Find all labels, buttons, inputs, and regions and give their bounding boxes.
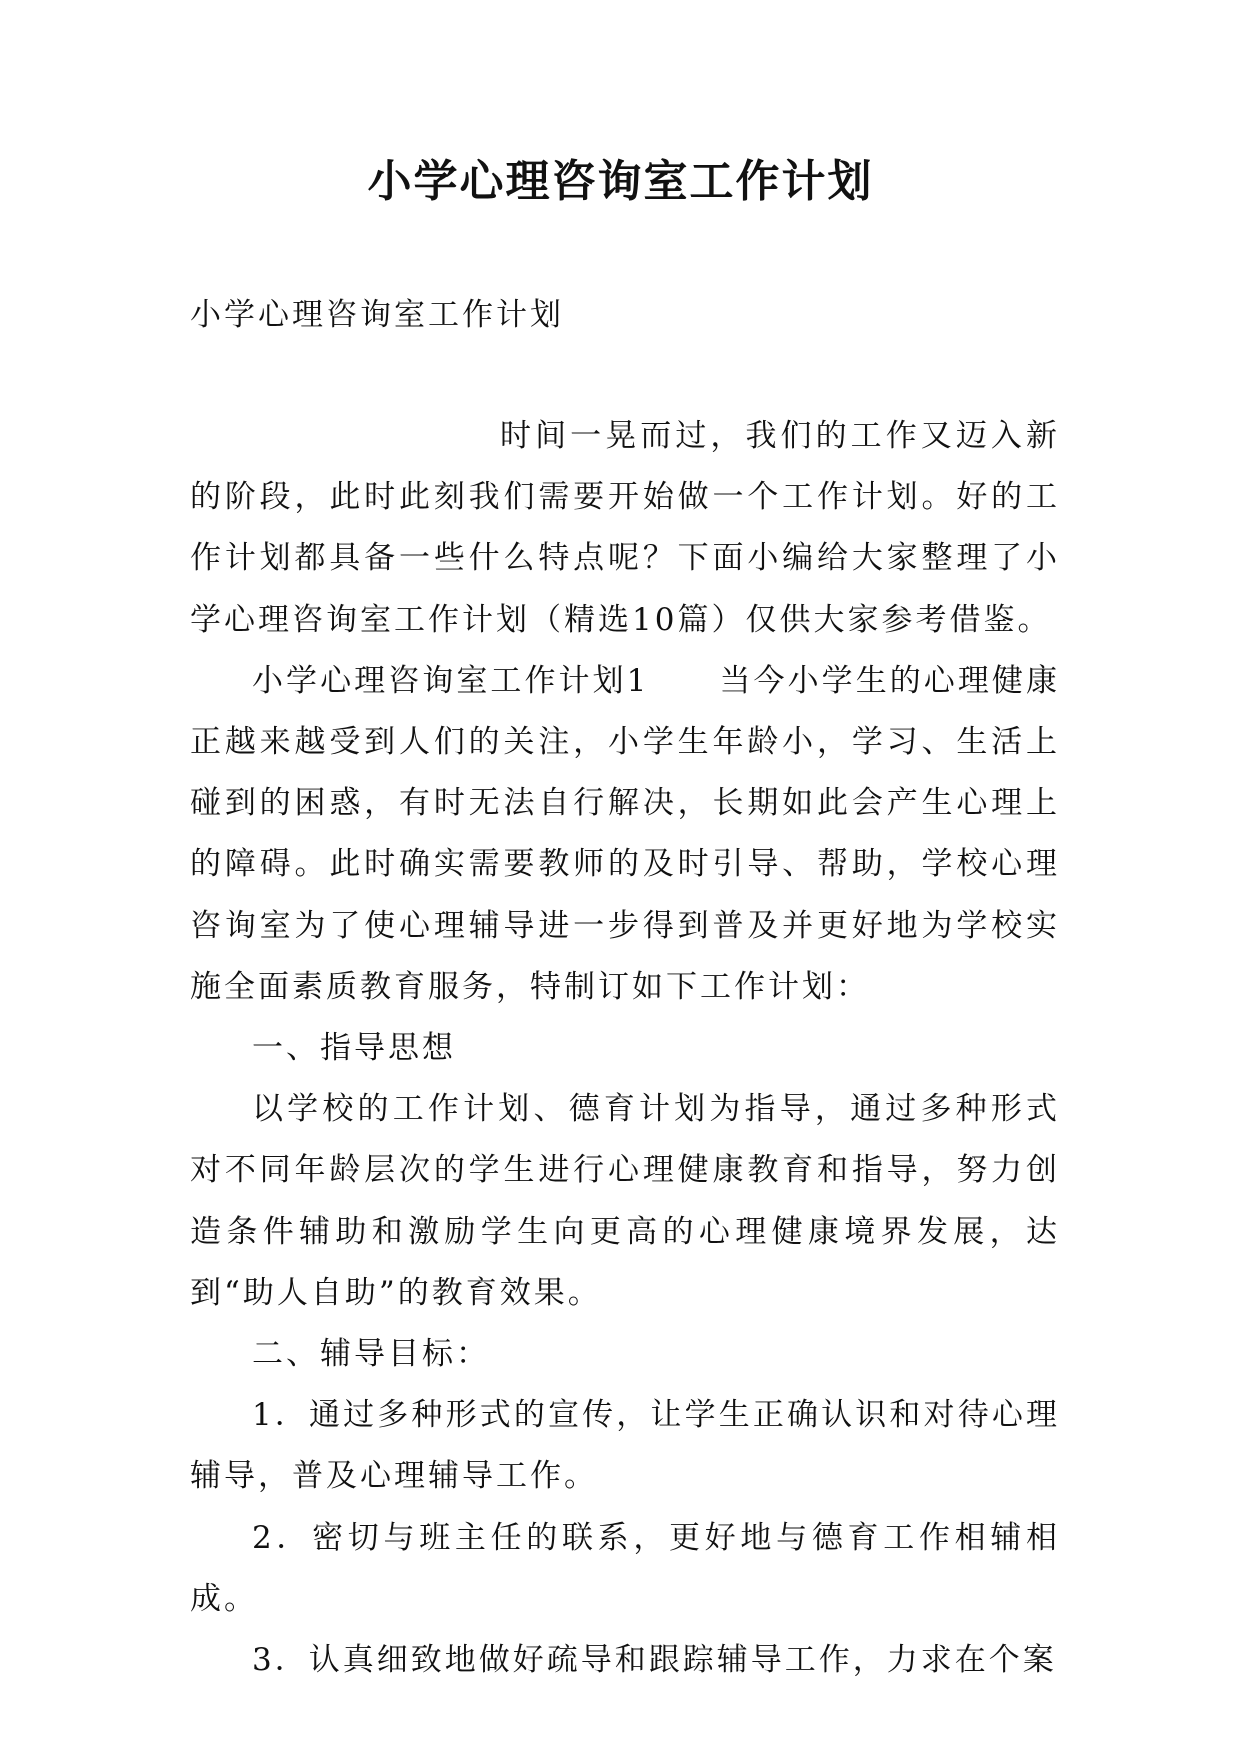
section-heading: 小学心理咨询室工作计划1 [252,662,650,699]
document-subtitle: 小学心理咨询室工作计划 [190,297,564,333]
heading-guiding-ideology: 一、指导思想 [252,1030,456,1067]
page-title: 小学心理咨询室工作计划 [367,156,874,207]
goal-item-3: 3．认真细致地做好疏导和跟踪辅导工作，力求在个案 [252,1642,1057,1679]
section-intro: 当今小学生的心理健康正越来越受到人们的关注，小学生年龄小，学习、生活上碰到的困惑，有时无法自行解决，长期如此会产生心理上的障碍。此时确实需要教师的及时引导、帮助，学校心理咨询室为了使心理辅导进一步得到普及并更好地为学校实施全面素质教育服务，特制订如下工作计划： [190,662,1060,1005]
heading-counseling-goals: 二、辅导目标： [252,1336,490,1373]
section-paragraph [190,651,1060,1018]
document-body [190,406,1060,1691]
goal-item-1: 1．通过多种形式的宣传，让学生正确认识和对待心理辅导，普及心理辅导工作。 [190,1397,1060,1495]
goal-item-2: 2．密切与班主任的联系，更好地与德育工作相辅相成。 [190,1519,1060,1617]
intro-paragraph: 时间一晃而过，我们的工作又迈入新的阶段，此时此刻我们需要开始做一个工作计划。好的工作计划都具备一些什么特点呢？下面小编给大家整理了小学心理咨询室工作计划（精选10篇）仅供大家参考借鉴。 [190,418,1060,638]
paragraph-guiding-ideology: 以学校的工作计划、德育计划为指导，通过多种形式对不同年龄层次的学生进行心理健康教育和指导，努力创造条件辅助和激励学生向更高的心理健康境界发展，达到“助人自助”的教育效果。 [190,1091,1060,1311]
